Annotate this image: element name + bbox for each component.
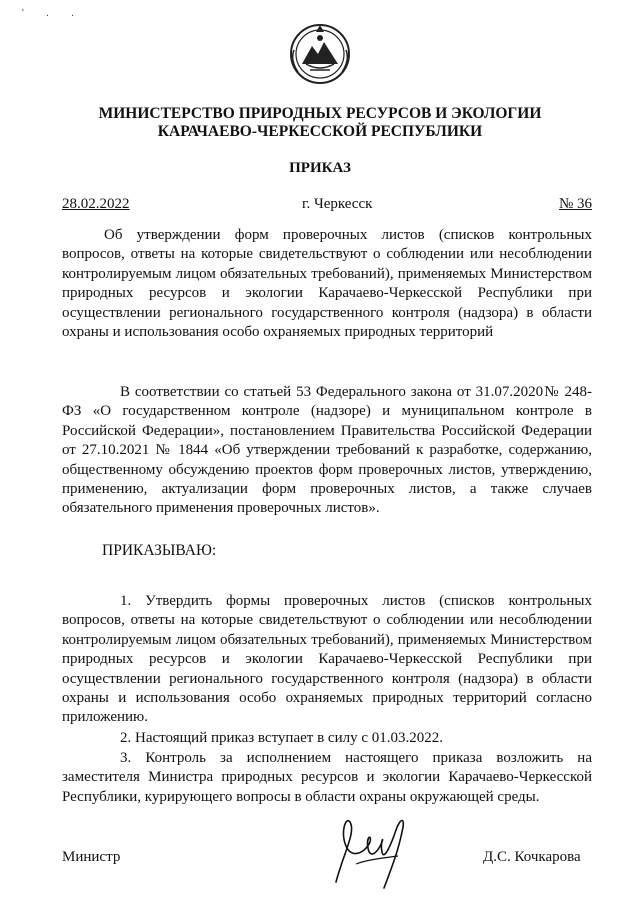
corner-marks: ' . . [22, 8, 84, 19]
order-subject: Об утверждении форм проверочных листов (списков контрольных вопросов, ответы на которые свидетельствуют о соблюдении или несоблюдении контролируемым лицом обязательных требований), применяемых Министерством природных ресурсов и экологии Карачаево-Черкесской Республики при осуществлении регионального государственного контроля (надзора) в области охраны и использования особо охраняемых природных территорий [62, 227, 592, 341]
coat-of-arms-icon [288, 20, 352, 86]
ministry-name-line1: МИНИСТЕРСТВО ПРИРОДНЫХ РЕСУРСОВ И ЭКОЛОГИИ [98, 105, 542, 122]
order-item-3: 3. Контроль за исполнением настоящего приказа возложить на заместителя Министра природных ресурсов и экологии Карачаево-Черкесской Республики, курирующего вопросы в области охраны окружающей среды. [62, 750, 592, 805]
legal-basis: В соответствии со статьей 53 Федерального закона от 31.07.2020№ 248-ФЗ «О государственном контроле (надзоре) и муниципальном контроле в Российской Федерации», постановлением Правительства Российской Федерации от 27.10.2021 № 1844 «Об утверждении требований к разработке, содержанию, общественному обсуждению проектов форм проверочных листов, утверждению, применению, актуализации форм проверочных листов, а также случаев обязательного применения проверочных листов». [62, 384, 592, 517]
signer-name: Д.С. Кочкарова [483, 849, 581, 865]
ministry-name [60, 105, 580, 141]
ministry-name-line2: КАРАЧАЕВО-ЧЕРКЕССКОЙ РЕСПУБЛИКИ [157, 123, 483, 140]
document-city: г. Черкесск [302, 196, 373, 212]
document-number: № 36 [558, 196, 592, 212]
order-item-1: 1. Утвердить формы проверочных листов (списков контрольных вопросов, ответы на которые свидетельствуют о соблюдении или несоблюдении контролируемым лицом обязательных требований), применяемых Министерством природных ресурсов и экологии Карачаево-Черкесской Республики при осуществлении регионального государственного контроля (надзора) в области охраны и использования особо охраняемых природных территорий согласно приложению. [62, 593, 592, 726]
order-item-2: 2. Настоящий приказ вступает в силу с 01.03.2022. [120, 730, 443, 746]
signature-mark [326, 812, 422, 892]
document-type: ПРИКАЗ [289, 160, 351, 176]
document-date: 28.02.2022 [62, 196, 130, 212]
signer-position: Министр [62, 849, 121, 865]
orders-label: ПРИКАЗЫВАЮ: [102, 542, 217, 559]
